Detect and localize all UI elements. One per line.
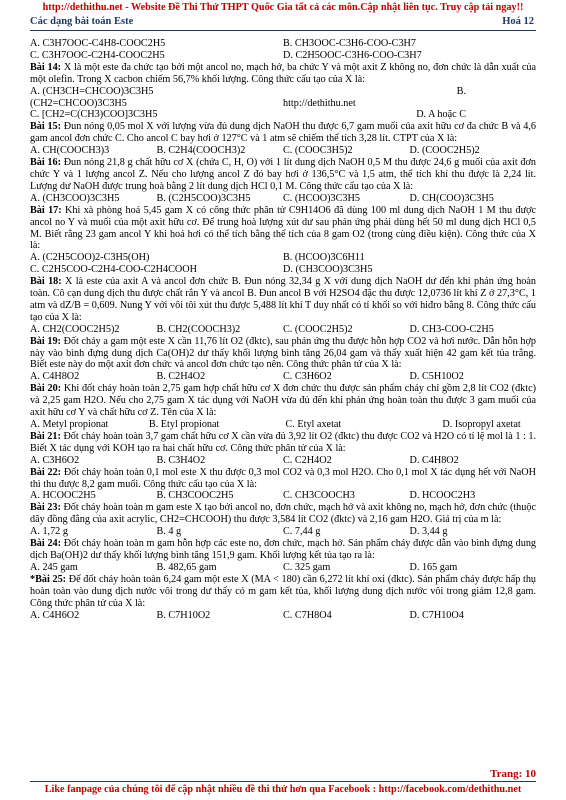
question-label: Bài 21: xyxy=(30,430,61,442)
option-b: B. C2H4(COOCH3)2 xyxy=(156,145,246,157)
option-b: B. 4 g xyxy=(156,526,182,538)
option-b: B. C3H4O2 xyxy=(156,454,206,466)
option-a: A. HCOOC2H5 xyxy=(30,490,96,502)
footer-divider xyxy=(30,781,536,782)
q16-options xyxy=(30,193,536,205)
question-text: X là một este đa chức tạo bởi một ancol no, mạch hở, ba chức Y và một axit Z không no, đơn chức là dẫn xuất của một olefin. Trong X cacbon chiếm 56,7% khối lượng. Công thức cấu tạo của X là: xyxy=(30,61,536,85)
question-text: Đốt cháy hoàn toàn m gam hỗn hợp các este no, đơn chức, mạch hở. Sản phẩm cháy được dẫn vào bình đựng dung dịch Ba(OH)2 dư thấy khối lượng bình tăng 151,9 gam. Khối lượng kết tủa tạo ra là: xyxy=(30,538,537,561)
option-b: B. (HCOO)3C6H11 xyxy=(283,252,365,264)
question-label: Bài 18: xyxy=(30,276,62,288)
question-label: *Bài 25: xyxy=(30,573,67,585)
question-15 xyxy=(30,121,536,145)
question-label: Bài 14: xyxy=(30,61,62,73)
question-text: Đốt cháy hoàn toàn 3,7 gam chất hữu cơ X cần vừa đủ 3,92 lít O2 (đktc) thu được CO2 và H2O có tỉ lệ mol là 1 : 1. Biết X tác dụng với KOH tạo ra hai chất hữu cơ. Công thức phân tử của X là: xyxy=(30,430,537,454)
option-c: C. 325 gam xyxy=(283,561,331,573)
option-c: C. C3H7OOC-C2H4-COOC2H5 xyxy=(30,49,165,61)
option-a: A. (CH3CH=CHCOO)3C3H5 xyxy=(30,85,154,97)
question-16 xyxy=(30,157,536,193)
question-19 xyxy=(30,336,536,372)
option-b-text: (CH2=CHCOO)3C3H5 xyxy=(30,97,127,109)
question-24 xyxy=(30,538,536,562)
question-23 xyxy=(30,502,536,526)
question-label: Bài 17: xyxy=(30,204,62,216)
q14-options xyxy=(30,86,536,98)
option-a: A. C4H8O2 xyxy=(30,371,80,383)
option-b: B. C7H10O2 xyxy=(156,609,211,621)
option-d: D. C5H10O2 xyxy=(409,371,464,383)
question-text: Đốt cháy hoàn toàn m gam este X tạo bởi ancol no, đơn chức, mạch hở và axit không no, mạch hở, đơn chức (thuộc dãy đồng đẳng của axit acrylic, CH2=CHCOOH) thu được 3,584 lít CO2 (đktc) và 2,16 gam H2O. Giá trị của m là: xyxy=(30,502,536,526)
option-b: B. CH3COOC2H5 xyxy=(156,490,234,502)
footer-facebook-link[interactable]: Like fanpage của chúng tôi để cập nhật nhiều đề thi thử hơn qua Facebook : http://facebook.com/dethithu.net xyxy=(44,784,522,795)
question-20 xyxy=(30,383,536,419)
q14-options-row2 xyxy=(30,98,536,110)
option-c: C. (COOC2H5)2 xyxy=(283,323,353,335)
question-17 xyxy=(30,205,536,253)
option-c: C. Etyl axetat xyxy=(285,419,342,430)
option-c: C. (HCOO)3C3H5 xyxy=(283,192,360,204)
question-text: Đun nóng 0,05 mol X với lượng vừa đủ dung dịch NaOH thu được 6,7 gam muối của axit hữu cơ đa chức B và 4,6 gam ancol đơn chức C. Cho ancol C bay hơi ở 127°C và 1 atm sẽ chiếm thể tích 3,28 lít. CTPT của X là: xyxy=(30,121,537,145)
document-title: Các dạng bài toán Este xyxy=(30,16,134,27)
option-b: B. CH2(COOCH3)2 xyxy=(156,323,241,335)
option-a: A. CH2(COOC2H5)2 xyxy=(30,323,120,335)
option-c: C. C3H6O2 xyxy=(283,371,332,383)
question-label: Bài 23: xyxy=(30,502,61,514)
question-text: Để đốt cháy hoàn toàn 6,24 gam một este X (MA < 180) cần 6,272 lít khí oxi (đktc). Sản phẩm cháy được hấp thụ hoàn toàn vào dung dịch nước vôi trong dư thấy có m gam kết tủa, khối lượng dung dịch nước vôi trong giảm 12,8 gam. Công thức phân tử của X là: xyxy=(30,573,537,609)
question-label: Bài 19: xyxy=(30,335,61,347)
q13-options xyxy=(30,38,536,62)
subject-label: Hoá 12 xyxy=(502,16,534,27)
option-d: D. (CH3COO)3C3H5 xyxy=(283,264,373,276)
option-d: D. C7H10O4 xyxy=(409,609,464,621)
option-d: D. A hoặc C xyxy=(416,109,466,121)
option-d: D. 3,44 g xyxy=(409,526,448,538)
question-label: Bài 20: xyxy=(30,383,62,395)
q15-options xyxy=(30,145,536,157)
page-content xyxy=(30,38,536,621)
option-a: A. 245 gam xyxy=(30,561,78,573)
option-c: C. [CH2=C(CH3)COO]3C3H5 xyxy=(30,109,158,121)
option-c: C. (COOC3H5)2 xyxy=(283,145,353,157)
question-25 xyxy=(30,574,536,610)
option-a: A. CH(COOCH3)3 xyxy=(30,145,110,157)
question-14 xyxy=(30,62,536,86)
question-text: Đun nóng 21,8 g chất hữu cơ X (chứa C, H, O) với 1 lít dung dịch NaOH 0,5 M thu được 24,6 g muối của axit đơn chức Y và 1 lượng ancol Z. Nếu cho lượng ancol Z đó bay hơi ở 136,5°C và 1,5 atm, thể tích khí thu được là 2,24 lít. Lượng dư NaOH được trung hoà bằng 2 lít dung dịch HCl 0,1 M. Công thức cấu tạo của X là: xyxy=(30,157,536,192)
option-c: C. CH3COOCH3 xyxy=(283,490,355,502)
question-text: Đốt cháy a gam một este X cần 11,76 lít O2 (đktc), sau phản ứng thu được hỗn hợp CO2 và hơi nước. Dẫn hỗn hợp này vào bình đựng dung dịch Ca(OH)2 dư thấy khối lượng bình tăng 26,04 gam và thấy xuất hiện 42 gam kết tủa trắng. Biết este này do một axit đơn chức và ancol đơn chức tạo nên. Công thức phân tử của X là: xyxy=(30,335,536,371)
q25-options xyxy=(30,610,536,622)
question-text: Khi đốt cháy hoàn toàn 2,75 gam hợp chất hữu cơ X đơn chức thu được sản phẩm cháy chỉ gồm 2,8 lít CO2 (đktc) và 2,25 gam H2O. Nếu cho 2,75 gam X tác dụng với NaOH vừa đủ đến khi phản ứng hoàn toàn thu được 3 gam muối của axit hữu cơ Y và chất hữu cơ Z. Tên của X là: xyxy=(30,383,537,419)
option-d: D. C4H8O2 xyxy=(409,454,459,466)
question-label: Bài 24: xyxy=(30,538,62,550)
q19-options xyxy=(30,371,536,383)
option-d: D. C2H5OOC-C3H6-COO-C3H7 xyxy=(283,49,422,61)
option-c: C. C7H8O4 xyxy=(283,609,332,621)
option-a: A. (C2H5COO)2-C3H5(OH) xyxy=(30,252,150,264)
page-number: Trang: 10 xyxy=(490,768,536,780)
option-d: D. 165 gam xyxy=(409,561,458,573)
q18-options xyxy=(30,324,536,336)
option-a: A. C4H6O2 xyxy=(30,609,80,621)
option-d: D. (COOC2H5)2 xyxy=(409,145,480,157)
option-d: D. CH3-COO-C2H5 xyxy=(409,323,494,335)
q23-options xyxy=(30,526,536,538)
option-d: D. Isopropyl axetat xyxy=(442,419,521,430)
option-d: D. CH(COO)3C3H5 xyxy=(409,192,494,204)
option-b: B. xyxy=(456,85,466,97)
site-link[interactable]: http://dethithu.net xyxy=(283,97,356,109)
top-website-banner[interactable]: http://dethithu.net - Website Đề Thi Thử THPT Quốc Gia tất cả các môn.Cập nhật liên tục. Truy cập tải ngay!! xyxy=(42,2,524,13)
q20-options xyxy=(30,419,536,431)
q17-options xyxy=(30,252,536,276)
q22-options xyxy=(30,490,536,502)
q24-options xyxy=(30,562,536,574)
option-b: B. 482,65 gam xyxy=(156,561,217,573)
question-text: Khi xà phòng hoá 5,45 gam X có công thức phân tử C9H14O6 đã dùng 100 ml dung dịch NaOH 1 M thu được ancol no Y và muối của một axit hữu cơ. Để trung hoà lượng xút dư sau phản ứng phải dùng hết 50 ml dung dịch HCl 0,5 M. Biết rằng 23 gam ancol Y khi hoá hơi có thể tích bằng thể tích của 8 gam O2 (trong cùng điều kiện). Công thức của X là: xyxy=(30,204,536,252)
question-text: Đốt cháy hoàn toàn 0,1 mol este X thu được 0,3 mol CO2 và 0,3 mol H2O. Cho 0,1 mol X tác dụng hết với NaOH thì thu được 8,2 gam muối. Công thức cấu tạo của X là: xyxy=(30,466,536,490)
question-label: Bài 16: xyxy=(30,157,61,169)
question-label: Bài 22: xyxy=(30,466,62,478)
option-c: C. 7,44 g xyxy=(283,526,321,538)
option-a: A. Metyl propionat xyxy=(30,419,109,430)
option-a: A. C3H6O2 xyxy=(30,454,80,466)
question-label: Bài 15: xyxy=(30,121,62,133)
q21-options xyxy=(30,455,536,467)
option-d: D. HCOOC2H3 xyxy=(409,490,476,502)
question-22 xyxy=(30,467,536,491)
q14-options-row3 xyxy=(30,109,536,121)
option-a: A. 1,72 g xyxy=(30,526,68,538)
question-18 xyxy=(30,276,536,324)
option-b: B. CH3OOC-C3H6-COO-C3H7 xyxy=(283,38,417,49)
option-b: B. C2H4O2 xyxy=(156,371,206,383)
option-a: A. C3H7OOC-C4H8-COOC2H5 xyxy=(30,38,166,49)
option-b: B. (C2H5COO)3C3H5 xyxy=(156,192,251,204)
question-21 xyxy=(30,431,536,455)
document-header xyxy=(30,16,536,31)
question-text: X là este của axit A và ancol đơn chức B. Đun nóng 32,34 g X với dung dịch NaOH dư đến khi phản ứng hoàn toàn. Cô cạn dung dịch thu được chất rắn Y và ancol B. Đun ancol B với H2SO4 đặc thu được 12,0736 lít khí Z ở 27,3°C, 1 atm và dZ/B = 0,609. Nung Y với vôi tôi xút thu được 5,488 lít khí T duy nhất có tỉ khối so với hiđro bằng 8. Công thức cấu tạo của X là: xyxy=(30,276,536,323)
option-c: C. C2H5COO-C2H4-COO-C2H4COOH xyxy=(30,264,197,276)
option-b: B. Etyl propionat xyxy=(148,419,220,430)
option-c: C. C2H4O2 xyxy=(283,454,332,466)
option-a: A. (CH3COO)3C3H5 xyxy=(30,192,120,204)
